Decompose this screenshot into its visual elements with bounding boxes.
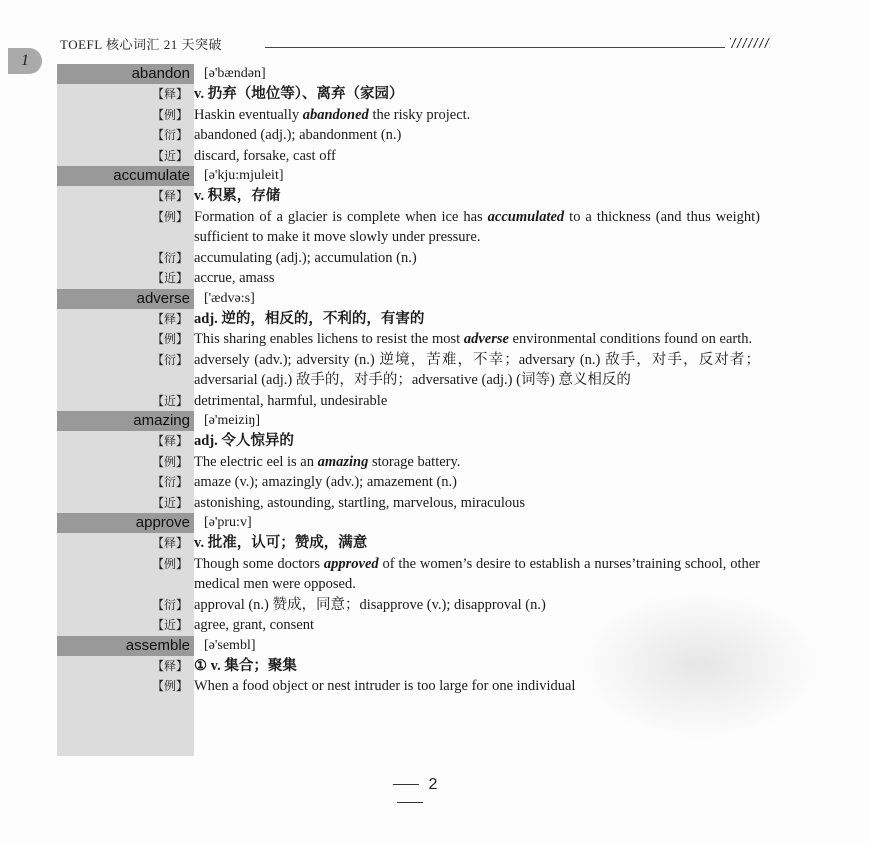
entry-headword-row xyxy=(57,636,770,656)
phonetic: [ə'bændən] xyxy=(204,66,266,81)
example-sentence: This sharing enables lichens to resist the most adverse environmental conditions found on earth. xyxy=(194,331,753,347)
synonyms: accrue, amass xyxy=(194,270,275,286)
headword: assemble xyxy=(57,636,194,656)
entry-tag: 【释】 xyxy=(151,311,188,326)
emphasized-word: adverse xyxy=(463,331,509,347)
entry-tag: 【例】 xyxy=(151,679,188,693)
entry-line-syn xyxy=(57,268,770,289)
page-number-text: 2 xyxy=(428,776,438,793)
entry-line-def xyxy=(57,186,770,207)
synonyms: detrimental, harmful, undesirable xyxy=(194,392,388,409)
example-sentence: Haskin eventually abandoned the risky project. xyxy=(194,106,471,123)
entry-tag: 【例】 xyxy=(151,332,188,346)
chapter-tab xyxy=(8,48,42,74)
synonyms: agree, grant, consent xyxy=(194,617,314,633)
entry-line-der xyxy=(57,350,770,391)
definition: v. 积累，存储 xyxy=(194,188,281,204)
phonetic: [ə'pru:v] xyxy=(204,515,252,530)
entry-tag: 【近】 xyxy=(151,618,188,632)
definition: v. 扔弃（地位等）、离弃（家园） xyxy=(194,86,404,102)
entry-headword-row xyxy=(57,411,770,431)
example-sentence: Formation of a glacier is complete when ice has accumulated to a thickness (and thus weight) sufficient to make it move slowly under pressure. xyxy=(194,208,760,245)
entry-headword-row xyxy=(57,64,770,84)
entry-tag: 【例】 xyxy=(151,556,188,571)
entry-tag: 【释】 xyxy=(151,87,188,101)
entry-line-ex xyxy=(57,329,770,350)
entry-tag: 【例】 xyxy=(151,454,188,469)
entry-tag: 【释】 xyxy=(151,189,188,203)
entry-tag: 【近】 xyxy=(151,495,188,510)
entry-line-def xyxy=(57,533,770,554)
derivatives: adversely (adv.); adversity (n.) 逆境，苦难，不幸；adversary (n.) 敌手，对手，反对者；adversarial (adj.) 敌手的，对手的；adversative (adj.) (词等) 意义相反的 xyxy=(194,351,760,388)
definition: ① v. 集合；聚集 xyxy=(194,657,297,674)
entry-headword-row xyxy=(57,166,770,186)
entry-tag: 【近】 xyxy=(151,271,188,285)
chapter-number: 1 xyxy=(21,52,29,69)
headword: abandon xyxy=(57,64,194,84)
synonyms: discard, forsake, cast off xyxy=(194,147,336,164)
derivatives: accumulating (adj.); accumulation (n.) xyxy=(194,249,417,266)
emphasized-word: approved xyxy=(323,555,379,572)
entry-line-der xyxy=(57,125,770,146)
entry-tag: 【近】 xyxy=(151,148,188,163)
headword: accumulate xyxy=(57,166,194,186)
entry-headword-row xyxy=(57,289,770,309)
book-title: TOEFL 核心词汇 21 天突破 xyxy=(60,37,222,52)
entry-line-der xyxy=(57,472,770,493)
example-sentence: The electric eel is an amazing storage battery. xyxy=(194,453,461,470)
entry-tag: 【衍】 xyxy=(151,597,188,612)
entry-line-syn xyxy=(57,391,770,412)
entry-line-syn xyxy=(57,146,770,167)
definition: adj. 令人惊异的 xyxy=(194,433,294,449)
page-number xyxy=(360,776,460,812)
entry-line-ex xyxy=(57,105,770,126)
entry-line-def xyxy=(57,431,770,452)
headword: amazing xyxy=(57,411,194,431)
entry-line-def xyxy=(57,84,770,105)
entry-tag: 【衍】 xyxy=(151,128,188,142)
derivatives: approval (n.) 赞成，同意；disapprove (v.); disapproval (n.) xyxy=(194,596,546,613)
headword: adverse xyxy=(57,289,194,309)
entry-line-ex xyxy=(57,554,770,595)
entry-line-ex xyxy=(57,452,770,473)
definition: v. 批准，认可；赞成，满意 xyxy=(194,535,368,551)
example-sentence: Though some doctors approved of the women’s desire to establish a nurses’training school, other medical men were opposed. xyxy=(194,555,760,592)
entry-tag: 【例】 xyxy=(151,107,188,122)
entry-line-def xyxy=(57,656,770,677)
entry-line-der xyxy=(57,595,770,616)
entry-list xyxy=(57,64,770,697)
derivatives: amaze (v.); amazingly (adv.); amazement (n.) xyxy=(194,474,458,490)
entry-tag: 【近】 xyxy=(151,393,188,408)
emphasized-word: abandoned xyxy=(302,106,369,123)
page-dash-left xyxy=(393,784,419,785)
entry-tag: 【衍】 xyxy=(151,352,188,367)
phonetic: [ə'meiziŋ] xyxy=(204,413,261,428)
entry-tag: 【衍】 xyxy=(151,475,188,489)
running-header xyxy=(60,34,770,54)
synonyms: astonishing, astounding, startling, marvelous, miraculous xyxy=(194,494,526,511)
entry-tag: 【释】 xyxy=(151,536,188,550)
entry-tag: 【衍】 xyxy=(151,250,188,265)
entry-tag: 【例】 xyxy=(151,209,188,224)
entry-line-def xyxy=(57,309,770,330)
entry-tag: 【释】 xyxy=(151,434,188,448)
entry-line-der xyxy=(57,248,770,269)
derivatives: abandoned (adj.); abandonment (n.) xyxy=(194,127,402,143)
phonetic: [ə'sembl] xyxy=(204,637,256,653)
entry-tag: 【释】 xyxy=(151,658,188,673)
headword: approve xyxy=(57,513,194,533)
header-rule xyxy=(265,47,725,48)
phonetic: [ə'kju:mjuleit] xyxy=(204,168,284,183)
entry-line-syn xyxy=(57,493,770,514)
entry-line-ex xyxy=(57,207,770,248)
emphasized-word: amazing xyxy=(317,453,369,470)
entry-line-ex xyxy=(57,676,770,697)
entry-headword-row xyxy=(57,513,770,533)
phonetic: ['ædvə:s] xyxy=(204,290,255,306)
page-dash-right xyxy=(397,802,423,803)
emphasized-word: accumulated xyxy=(487,208,565,225)
header-hatch-decoration xyxy=(730,38,770,48)
example-sentence: When a food object or nest intruder is too large for one individual xyxy=(194,678,576,694)
definition: adj. 逆的，相反的，不利的，有害的 xyxy=(194,310,425,327)
entry-line-syn xyxy=(57,615,770,636)
